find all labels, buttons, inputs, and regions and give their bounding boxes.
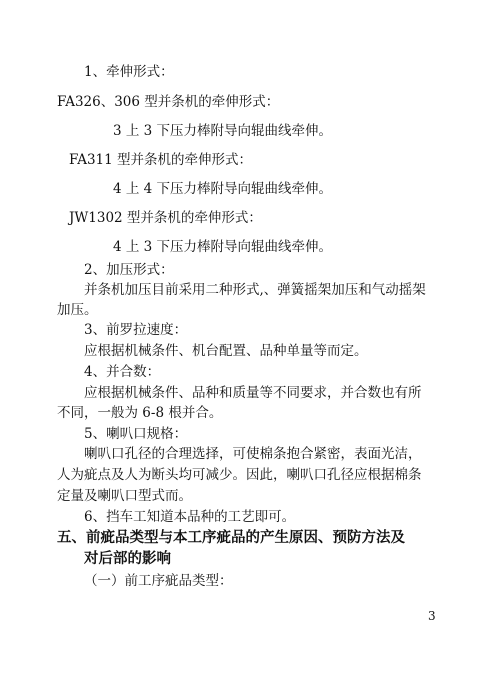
fa311-desc: 4 上 4 下压力棒附导向辊曲线牵伸。: [113, 181, 333, 197]
fa326-desc: 3 上 3 下压力棒附导向辊曲线牵伸。: [113, 123, 333, 139]
fa326-title: FA326、306 型并条机的牵伸形式：: [57, 94, 280, 110]
roller-title: 3、前罗拉速度：: [84, 322, 188, 338]
pressure-desc-2: 加压。: [57, 302, 98, 318]
jw1302-title: JW1302 型并条机的牵伸形式：: [69, 210, 262, 226]
sub-title: （一）前工序疵品类型：: [84, 573, 233, 589]
trumpet-title: 5、喇叭口规格：: [84, 426, 188, 442]
trumpet-desc-2: 人为疵点及人为断头均可减少。因此，喇叭口孔径应根据棉条: [57, 467, 422, 483]
section5-title: 五、前疵品类型与本工序疵品的产生原因、预防方法及: [57, 529, 405, 546]
section5-title-cont: 对后部的影响: [84, 550, 171, 567]
roller-desc: 应根据机械条件、机台配置、品种单量等而定。: [84, 343, 368, 359]
fa311-title: FA311 型并条机的牵伸形式：: [69, 152, 253, 168]
pressure-desc-1: 并条机加压目前采用二种形式,、弹簧摇架加压和气动摇架: [84, 282, 426, 298]
doubling-desc-2: 不同，一般为 6-8 根并合。: [57, 405, 223, 421]
jw1302-desc: 4 上 3 下压力棒附导向辊曲线牵伸。: [113, 239, 333, 255]
doubling-title: 4、并合数：: [84, 364, 161, 380]
doubling-desc-1: 应根据机械条件、品种和质量等不同要求，并合数也有所: [84, 385, 422, 401]
pressure-title: 2、加压形式：: [84, 262, 174, 278]
trumpet-desc-3: 定量及喇叭口型式而。: [57, 488, 192, 504]
page-number: 3: [428, 609, 436, 623]
operator-note: 6、挡车工知道本品种的工艺即可。: [84, 509, 296, 525]
traction-title: 1、牵伸形式：: [84, 64, 174, 80]
trumpet-desc-1: 喇叭口孔径的合理选择，可使棉条抱合紧密，表面光洁，: [84, 446, 422, 462]
